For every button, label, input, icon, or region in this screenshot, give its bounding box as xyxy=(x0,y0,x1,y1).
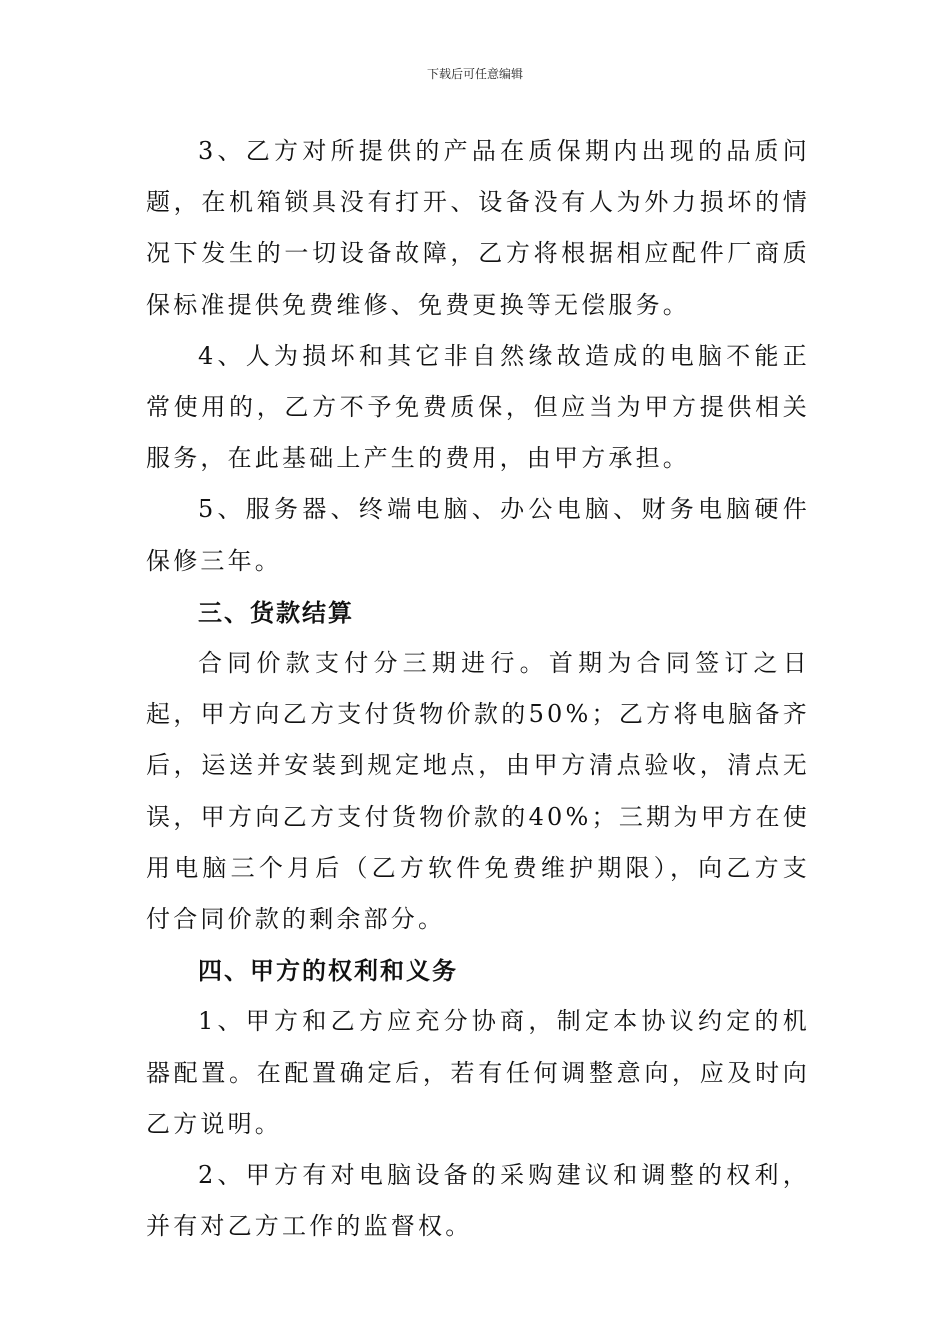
document-body xyxy=(146,126,810,1252)
paragraph-item-3: 3、乙方对所提供的产品在质保期内出现的品质问题，在机箱锁具没有打开、设备没有人为外力损坏的情况下发生的一切设备故障，乙方将根据相应配件厂商质保标准提供免费维修、免费更换等无偿服务。 xyxy=(146,137,810,319)
paragraph-payment-terms: 合同价款支付分三期进行。首期为合同签订之日起，甲方向乙方支付货物价款的50%；乙方将电脑备齐后，运送并安装到规定地点，由甲方清点验收，清点无误，甲方向乙方支付货物价款的40%；三期为甲方在使用电脑三个月后（乙方软件免费维护期限），向乙方支付合同价款的剩余部分。 xyxy=(146,649,810,934)
paragraph-party-a-item-2: 2、甲方有对电脑设备的采购建议和调整的权利，并有对乙方工作的监督权。 xyxy=(146,1161,810,1241)
paragraph-party-a-item-1: 1、甲方和乙方应充分协商，制定本协议约定的机器配置。在配置确定后，若有任何调整意向，应及时向乙方说明。 xyxy=(146,1007,810,1138)
section-heading-party-a-rights: 四、甲方的权利和义务 xyxy=(198,956,458,986)
section-heading-payment: 三、货款结算 xyxy=(198,597,354,627)
paragraph-item-5: 5、服务器、终端电脑、办公电脑、财务电脑硬件保修三年。 xyxy=(146,495,810,575)
header-note: 下载后可任意编辑 xyxy=(426,67,523,81)
paragraph-item-4: 4、人为损坏和其它非自然缘故造成的电脑不能正常使用的，乙方不予免费质保，但应当为甲方提供相关服务，在此基础上产生的费用，由甲方承担。 xyxy=(146,341,810,473)
